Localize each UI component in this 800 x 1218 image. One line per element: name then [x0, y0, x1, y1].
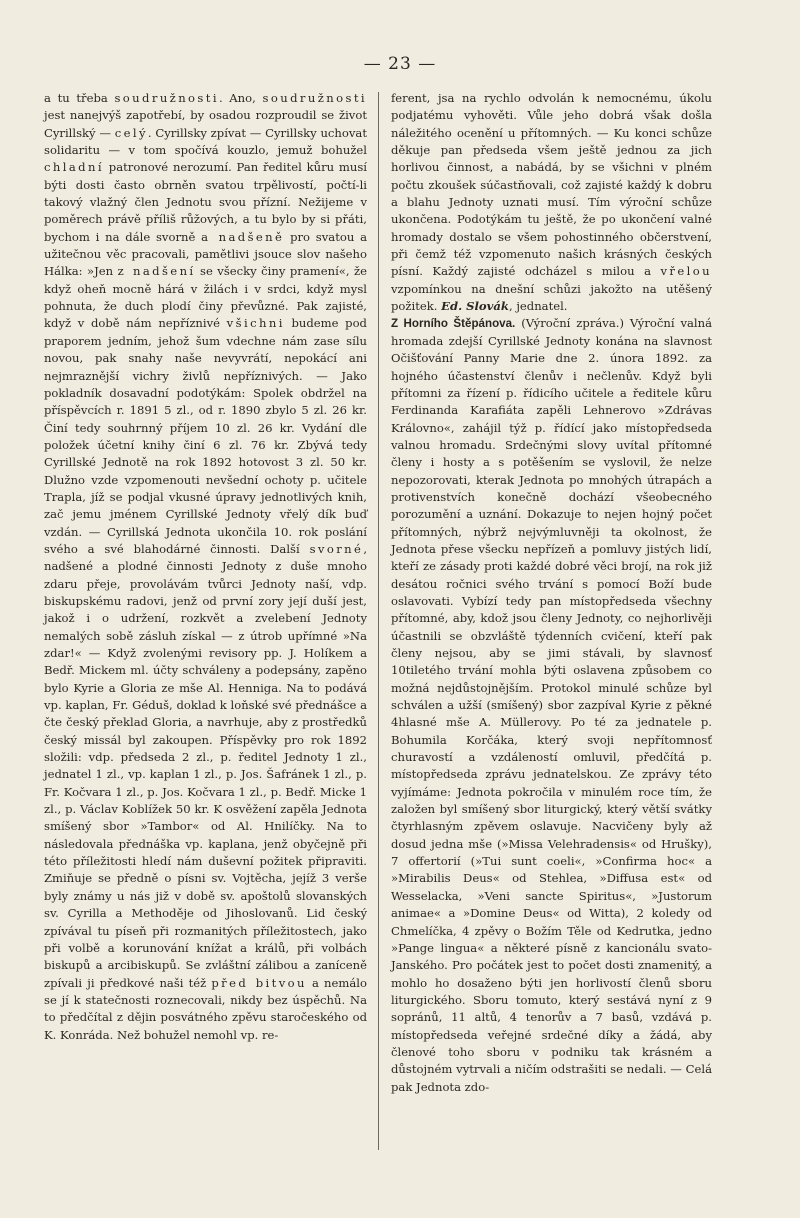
- left-column-segment: všichni: [226, 316, 285, 331]
- left-column-segment: chladní: [44, 160, 104, 175]
- left-column-segment: celý: [114, 125, 148, 140]
- left-column-segment: z nadšení: [117, 264, 196, 279]
- left-column-segment: . Cyrillsky zpívat — Cyrillsky uchovat solidaritu — v tom spočívá kouzlo, jemuž bohužel: [44, 125, 367, 158]
- left-column-segment: budeme pod praporem jedním, jehož šum vdechne nám zase sílu novou, pak snahy naše nevyvrátí, nepokácí ani nejmraznější vichry živlů nepříznivých. — Jako pokladník dosavadní podotýkám: Spolek obdržel na příspěvcích r. 1891 5 zl., od r. 1890 zbylo 5 zl. 26 kr. Činí tedy souhrnný příjem 10 zl. 26 kr. Vydání dle položek účetní knihy činí 6 zl. 76 kr. Zbývá tedy Cyrillské Jednotě na rok 1892 hotovost 3 zl. 50 kr. Dlužno vzde vzpomenouti nevšední ochoty p. učitele Trapla, jíž se podjal vkusné úpravy jednotlivých knih, zač jemu jménem Cyrillské Jednoty vřelý dík buď vzdán. — Cyrillská Jednota ukončila 10. rok poslání svého a své blahodárné činnosti. Další: [44, 316, 367, 556]
- left-column-segment: , nadšené a plodné činnosti Jednoty z duše mnoho zdaru přeje, provolávám tvůrci Jednoty naší, vdp. biskupskému radovi, jenž od první zory její duší jest, jakož i o udržení, rozkvět a zvelebení Jednoty nemalých sobě zásluh získal — z útrob upřímné »Na zdar!« — Když zvolenými revisory pp. J. Holíkem a Bedř. Mickem ml. účty schváleny a podepsány, zapěno bylo Kyrie a Gloria ze mše Al. Hennigа. Na to podává vp. kaplan, Fr. Géduš, doklad k loňské své přednášce a čte český překlad Gloria, a navrhuje, aby z prostředků český missál byl zakoupen. Příspěvky pro rok 1892 složili: vdp. předseda 2 zl., p. ředitel Jednoty 1 zl., jednatel 1 zl., vp. kaplan 1 zl., p. Jos. Šafránek 1 zl., p. Fr. Kočvara 1 zl., p. Jos. Kočvara 1 zl., p. Bedř. Micke 1 zl., p. Václav Koblížek 50 kr. K osvěžení zapěla Jednota smíšený sbor »Tambor« od Al. Hnilíčky. Na to následovala přednáška vp. kaplana, jenž obyčejně při této příležitosti hledí nám duševní požitek připraviti. Zmiňuje se předně o písni sv. Vojtěcha, jejíž 3 verše byly známy u nás již v době sv. apoštolů slovanských sv. Cyrilla a Methoděje od Jihoslovanů. Lid český zpívával tu píseň při rozmanitých příležitostech, jako při volbě a korunování knížat a králů, při volbách biskupů a arcibiskupů. Se zvláštní zálibou a zaníceně zpívali ji předkové naši též: [44, 541, 367, 990]
- right-column-segment: (Výroční zpráva.) Výroční valná hromada zdejší Cyrillské Jednoty konána na slavnost Očišťování Panny Marie dne 2. února 1892. za hojného účastenství členův i nečlenův. Když byli přítomni za řízení p. řídicího učitele a ředitele kůru Ferdinanda Karafiáta zapěli Lehnerovo »Zdrávas Královno«, zahájil týž p. řídící jako místopředseda valnou hromadu. Srdečnými slovy uvítal přítomné členy i hosty a s potěšením se vyslovil, že nelze nepozorovati, kterak Jednota po mnohých útrapách a protivenstvích konečně dochází všeobecného porozumění a uznání. Dokazuje to nejen hojný počet přítomných, nýbrž nejvýmluvněji ta okolnost, že Jednota přese všecku nepřízeň a pomluvy jistých lidí, kteří ze zásady proti každé dobré věci brojí, na rok již desátou ročnici svého trvání s pomocí Boží bude oslavovati. Vybízí tedy pan místopředseda všechny přítomné, aby, kdož jsou členy Jednoty, co nejhorlivěji účastnili se obzvláště týdenních cvičení, kteří pak členy nejsou, aby se jimi stávali, by slavnosť 10tiletého trvání mohla býti oslavena způsobem co možná nejdůstojnějším. Protokol minulé schůze byl schválen a užší (smíšený) sbor zazpíval Kyrie z pěkné 4hlasné mše A. Müllerovy. Po té za jednatele p. Bohumila Korčáka, který svoji nepřítomnosť churavostí a vzdáleností omluvil, předčítá p. místopředseda zprávu jednatelskou. Ze zprávy této vyjímáme: Jednota pokročila v minulém roce tím, že založen byl smíšený sbor liturgický, který větší svátky čtyrhlasným zpěvem oslavuje. Nacvičeny byly až dosud jedna mše (»Missa Velehradensis« od Hrušky), 7 offertorií (»Tui sunt coeli«, »Confirma hoc« a »Mirabilis Deus« od Stehlea, »Diffusa est« od Wesselacka, »Veni sancte Spiritus«, »Justorum animae« a »Domine Deus« od Witta), 2 koledy od Chmelíčka, 4 zpěvy o Božím Těle od Kedrutka, jedno »Pange lingua« a některé písně z kancionálu svato-Janského. Pro počátek jest to počet dosti znamenitý, a mohlo ho dosaženo býti jen horlivostí členů sboru liturgického. Sboru tomuto, který sestává nyní z 9 sopránů, 11 altů, 4 tenorův a 7 basů, vzdává p. místopředseda veřejné srdečné díky a žádá, aby členové toho sboru v podniku tak krásném a důstojném vytrvali a ničím odstrašiti se nedali. — Celá pak Jednota zdo-: [391, 316, 712, 1094]
- left-column-segment: a nadšeně: [201, 229, 285, 244]
- right-column-segment: , jednatel.: [508, 299, 568, 314]
- left-column: [44, 90, 367, 1044]
- left-column-segment: pro svatou a užitečnou věc pracovali, pamětlivi jsouce slov našeho Hálka: »Jen: [44, 229, 368, 279]
- right-column-segment: Ed. Slovák: [441, 299, 509, 314]
- left-column-text: [44, 90, 367, 1044]
- left-column-segment: soudružnosti: [262, 91, 367, 105]
- left-column-segment: soudružnosti: [114, 91, 219, 105]
- right-column-segment: ferent, jsa na rychlo odvolán k nemocnému, úkolu podjatému vyhověti. Vůle jeho dobrá však došla náležitého ocenění u přítomných. — Ku konci schůze děkuje pan předseda všem ještě jednou za jich horlivou činnost, a nabádá, by se všichni v plném počtu zkoušek súčastňovali, což zajisté každý k dobru a blahu Jednoty uznati musí. Tím výroční schůze ukončena. Podotýkám tu ještě, že po ukončení valné hromady dostalo se všem pohostinného občerstvení, při čemž též vzpomenuto našich krásných českých písní. Každý zajisté odcházel s milou a: [391, 91, 712, 279]
- left-column-segment: před bitvou: [211, 975, 307, 990]
- left-column-segment: svorné: [309, 541, 364, 556]
- left-column-segment: se všecky činy pramení«, že když oheň mocně hárá v žilách i v srdci, když mysl pohnuta, že duch plodí činy převůzné. Pak zajisté, když v době nám nepříznivé: [44, 264, 367, 331]
- column-divider: [378, 92, 379, 1150]
- left-column-segment: a tu třeba: [44, 91, 115, 105]
- left-column-segment: jest nanejvýš zapotřebí, by osadou rozproudil se život Cyrillský —: [44, 108, 367, 140]
- left-column-segment: a nemálo se jí k statečnosti roznecovali, nikdy bez úspěchů. Na to předčítal z dějin posvátného zpěvu staročeského od K. Konráda. Než bohužel nemohl vp. re-: [44, 975, 367, 1042]
- right-column-segment: vzpomínkou na dnešní schůzi jakožto na utěšený požitek.: [391, 281, 712, 314]
- left-column-segment: patronové nerozumí. Pan ředitel kůru musí býti dosti často obrněn svatou trpělivostí, počtí-li takový vlažný člen Jednotu svou přízní. Nežijeme v poměrech právě příliš růžových, a tu bylo by si přáti, bychom i na dále svorně: [44, 160, 367, 244]
- right-column-text: [391, 90, 712, 1096]
- right-column: [391, 90, 712, 1096]
- right-column-segment: Z Horního Štěpánova.: [391, 317, 516, 331]
- right-column-segment: vřelou: [660, 264, 712, 279]
- page-number: — 23 —: [363, 54, 437, 74]
- left-column-segment: . Ano,: [218, 91, 263, 105]
